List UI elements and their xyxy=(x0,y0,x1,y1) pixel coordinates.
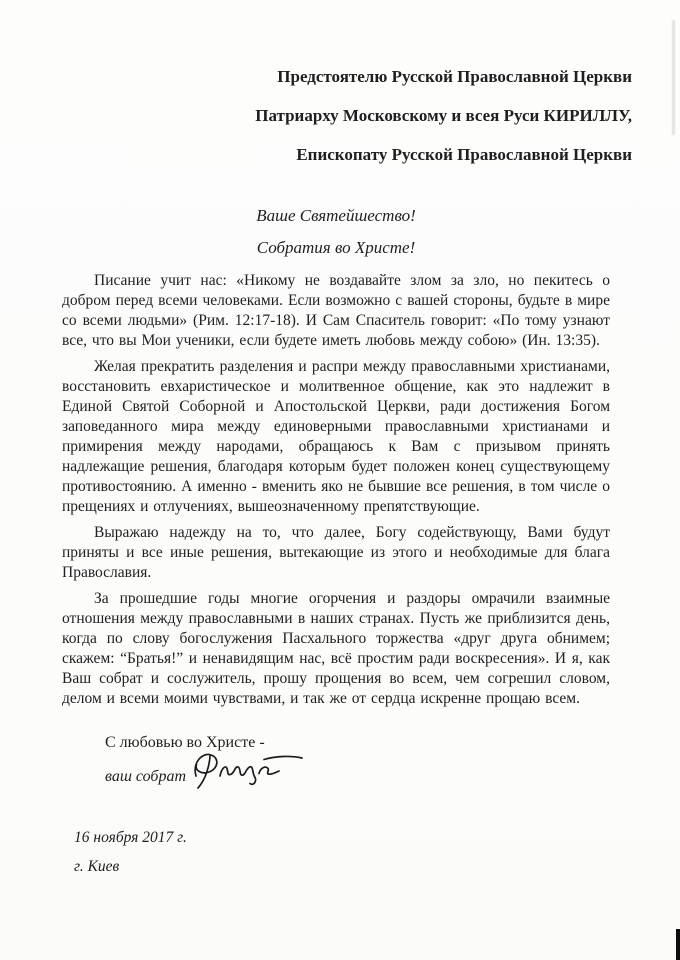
body-paragraph: Выражаю надежду на то, что далее, Богу содействующу, Вами будут приняты и все иные решения, вытекающие из этого и необходимые для блага Православия. xyxy=(62,524,610,581)
recipient-line: Епископату Русской Православной Церкви xyxy=(296,145,632,164)
scan-edge-mark xyxy=(676,929,680,960)
scan-shadow xyxy=(672,20,675,135)
body-paragraph: Желая прекратить разделения и распри между православными христианами, восстановить евхаристическое и молитвенное общение, как это надлежит в Единой Святой Соборной и Апостольской Церкви, ради достижения Богом заповеданного мира между единоверными православными христианами и примирения между народами, обращаюсь к Вам с призывом принять надлежащие решения, благодаря которым будет положен конец существующему противостоянию. А именно - вменить яко не бывшие все решения, в том числе о прещениях и отлучениях, вышеозначенному препятствующие. xyxy=(62,358,610,515)
salutation-line: Ваше Святейшество! xyxy=(256,206,416,225)
closing-valediction: С любовью во Христе - xyxy=(105,734,265,751)
closing-role: ваш собрат xyxy=(105,768,187,785)
salutation-line: Собратия во Христе! xyxy=(256,238,416,257)
recipient-line: Патриарху Московскому и всея Руси КИРИЛЛУ, xyxy=(255,106,632,125)
recipient-line: Предстоятелю Русской Православной Церкви xyxy=(277,67,632,86)
body-paragraph: За прошедшие годы многие огорчения и раздоры омрачили взаимные отношения между православными в наших странах. Пусть же приблизится день, когда по слову богослужения Пасхального торжества «друг друга обнимем; скажем: “Братья!” и ненавидящим нас, всё простим ради воскресения». И я, как Ваш собрат и сослужитель, прошу прощения во всем, чем согрешил словом, делом и всеми моими чувствами, и так же от сердца искренне прощаю всем. xyxy=(62,590,610,707)
letter-body xyxy=(62,271,610,715)
salutation-block xyxy=(62,205,610,269)
body-paragraph: Писание учит нас: «Никому не воздавайте злом за зло, но пекитесь о добром перед всеми человеками. Если возможно с вашей стороны, будьте в мире со всеми людьми» (Рим. 12:17-18). И Сам Спаситель говорит: «По тому узнают все, что вы Мои ученики, если будете иметь любовь между собою» (Ин. 13:35). xyxy=(62,272,610,349)
place-line: г. Киев xyxy=(74,858,120,875)
signature-handwriting xyxy=(180,746,308,803)
recipient-block xyxy=(72,66,632,183)
date-line: 16 ноября 2017 г. xyxy=(74,829,187,846)
